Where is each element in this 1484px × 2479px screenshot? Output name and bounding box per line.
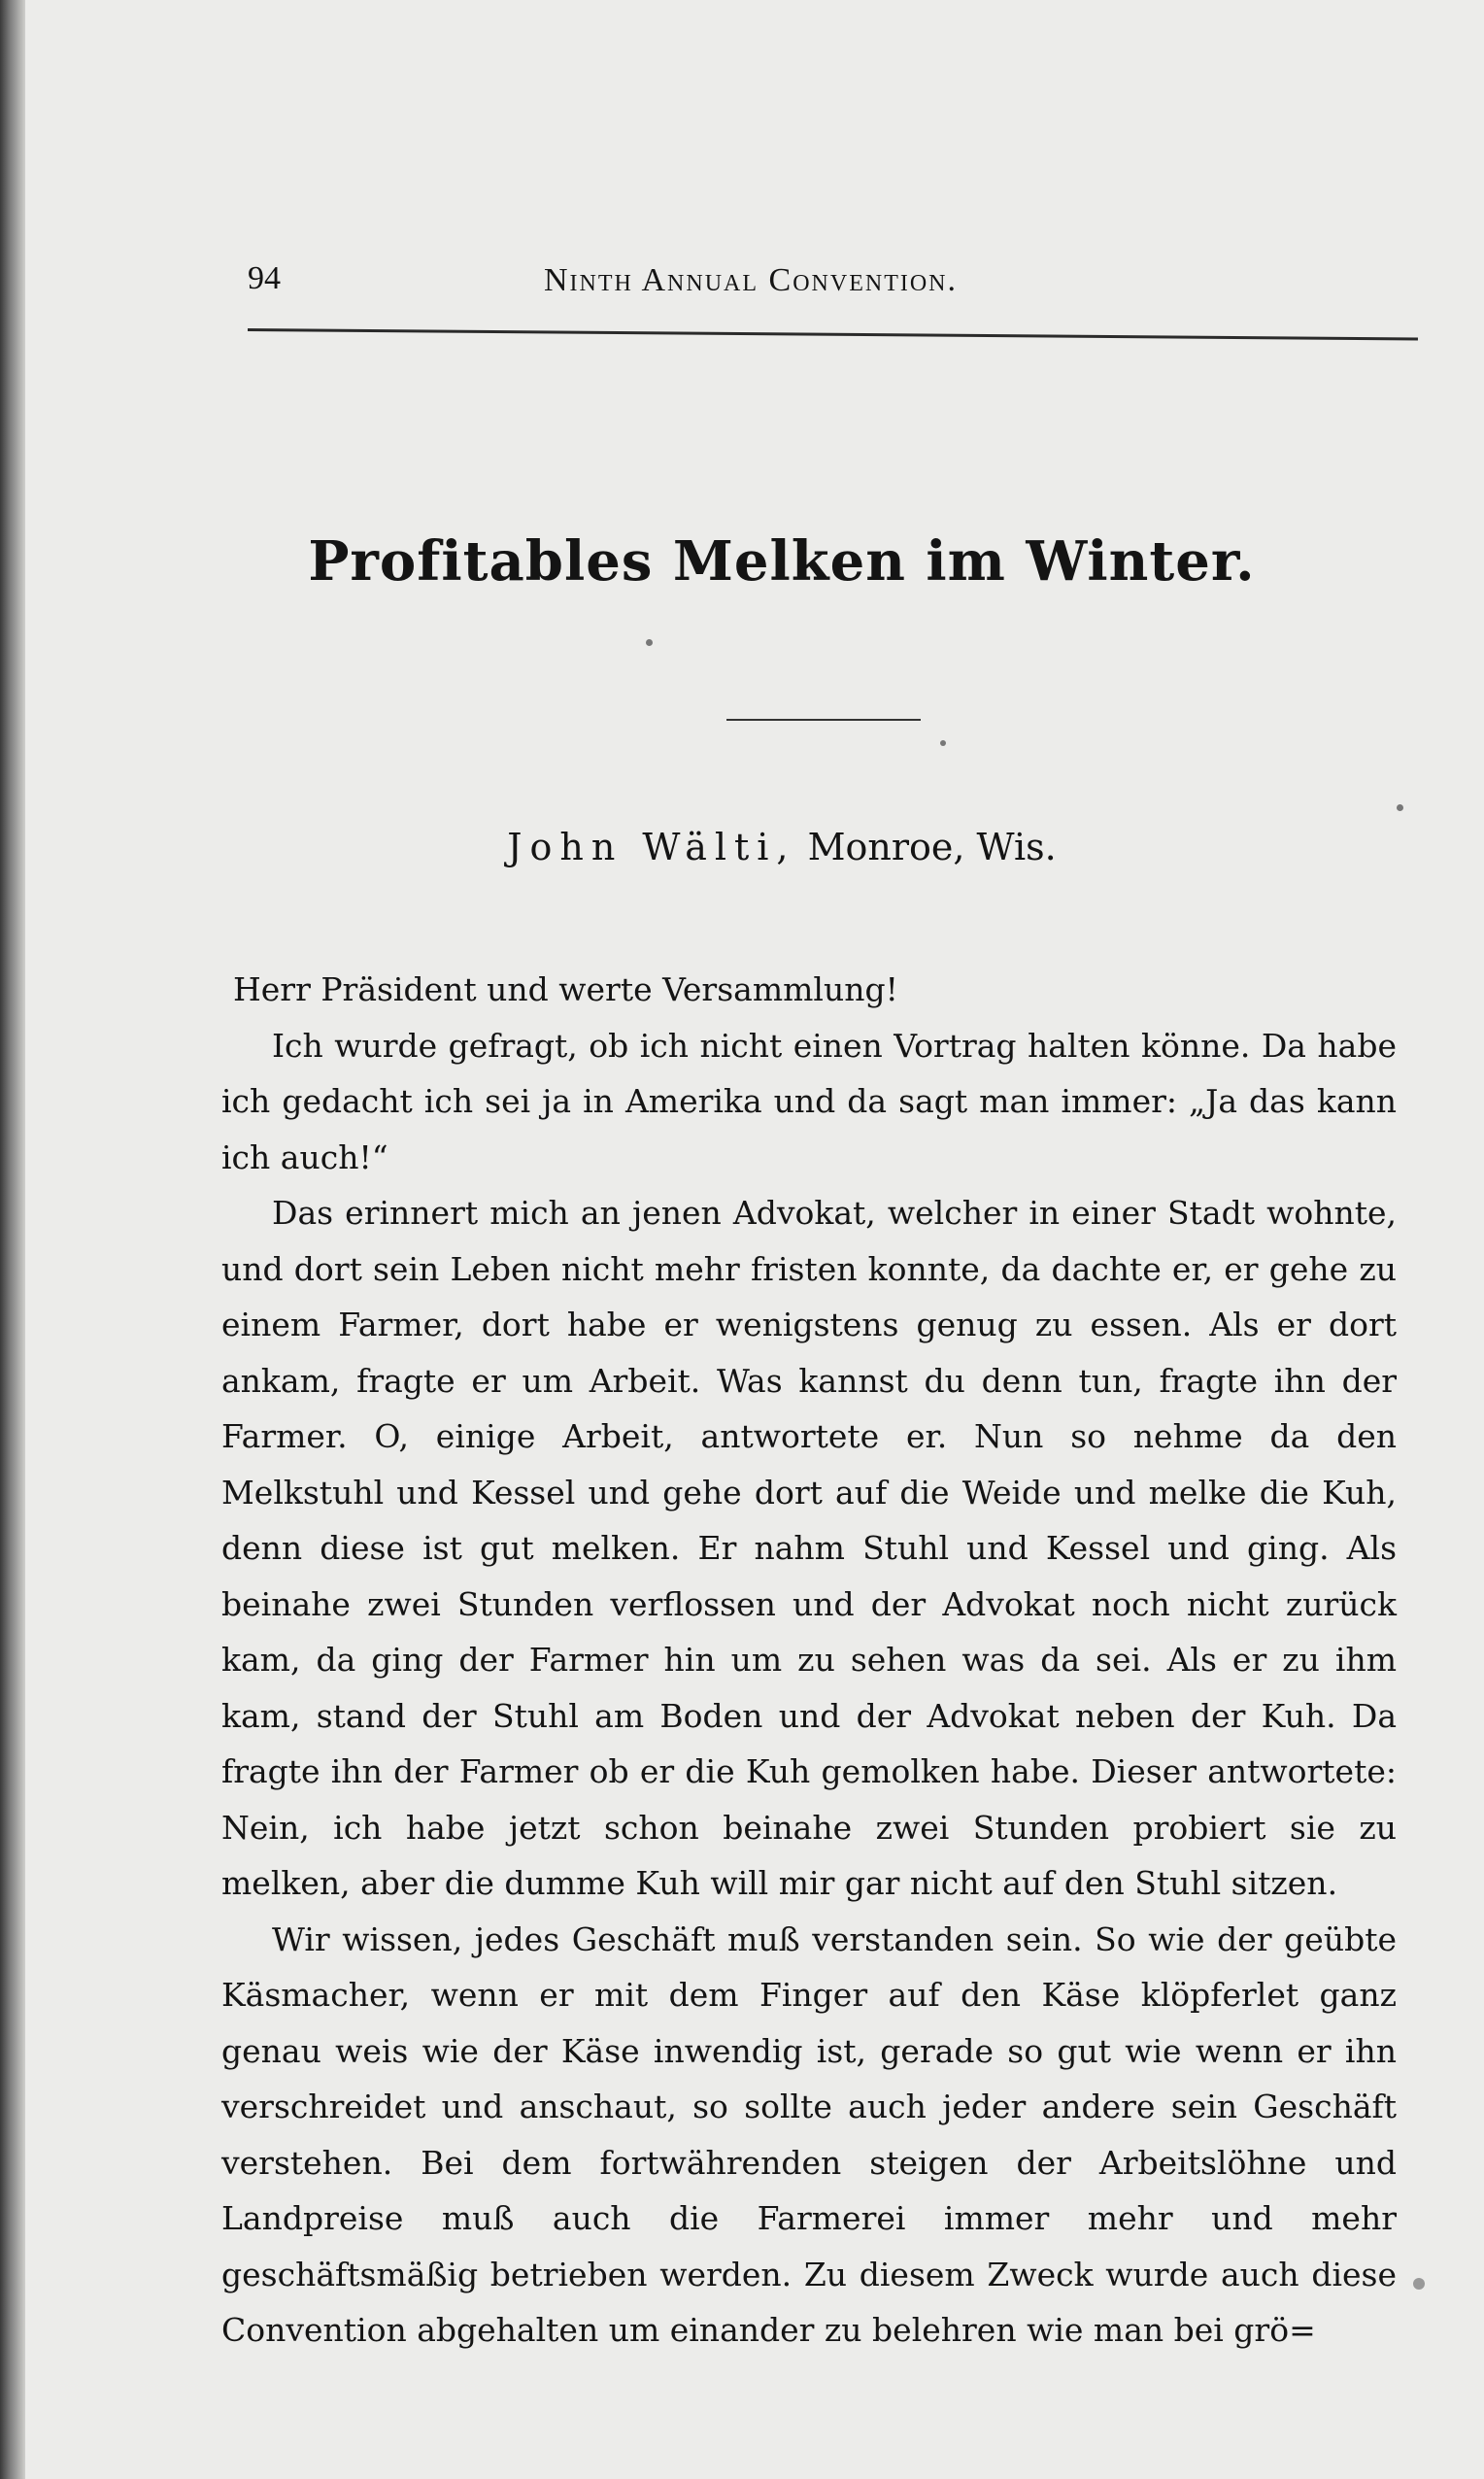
author-name: John Wälti, <box>507 826 796 868</box>
running-head <box>248 260 1418 309</box>
print-speck <box>940 740 946 746</box>
page-number: 94 <box>248 260 281 296</box>
article-body <box>221 962 1397 2359</box>
body-paragraph: Das erinnert mich an jenen Advokat, welcher in einer Stadt wohnte, und dort sein Leben nicht mehr fristen konnte, da dachte er, er gehe zu einem Farmer, dort habe er wenigstens genug zu essen. Als er dort ankam, fragte er um Arbeit. Was kannst du denn tun, fragte ihn der Farmer. O, einige Arbeit, antwortete er. Nun so nehme da den Melkstuhl und Kessel und gehe dort auf die Weide und melke die Kuh, denn diese ist gut melken. Er nahm Stuhl und Kessel und ging. Als beinahe zwei Stunden verflossen und der Advokat noch nicht zurück kam, da ging der Farmer hin um zu sehen was da sei. Als er zu ihm kam, stand der Stuhl am Boden und der Advokat neben der Kuh. Da fragte ihn der Farmer ob er die Kuh gemolken habe. Dieser antwortete: Nein, ich habe jetzt schon beinahe zwei Stunden probiert sie zu melken, aber die dumme Kuh will mir gar nicht auf den Stuhl sitzen. <box>221 1194 1397 1902</box>
print-speck <box>1413 2278 1425 2290</box>
author-location: Monroe, Wis. <box>807 826 1057 868</box>
byline <box>223 826 1340 868</box>
running-title: Ninth Annual Convention. <box>544 262 959 298</box>
book-binding-edge <box>0 0 25 2479</box>
body-paragraph: Ich wurde gefragt, ob ich nicht einen Vortrag halten könne. Da habe ich gedacht ich sei ja in Amerika und da sagt man immer: „Ja das kann ich auch!“ <box>221 1026 1397 1176</box>
body-paragraph: Wir wissen, jedes Geschäft muß verstanden sein. So wie der geübte Käsmacher, wenn er mit dem Finger auf den Käse klöpferlet ganz genau weis wie der Käse inwendig ist, gerade so gut wie wenn er ihn verschreidet und anschaut, so sollte auch jeder andere sein Geschäft verstehen. Bei dem fortwährenden steigen der Arbeitslöhne und Landpreise muß auch die Farmerei immer mehr und mehr geschäftsmäßig betrieben werden. Zu diesem Zweck wurde auch diese Convention abgehalten um einander zu belehren wie man bei grö= <box>221 1919 1397 2349</box>
print-speck <box>646 639 653 646</box>
salutation-paragraph: Herr Präsident und werte Versammlung! <box>233 970 898 1008</box>
title-divider <box>726 719 921 721</box>
print-speck <box>1397 804 1403 811</box>
article-title: Profitables Melken im Winter. <box>308 529 1256 594</box>
